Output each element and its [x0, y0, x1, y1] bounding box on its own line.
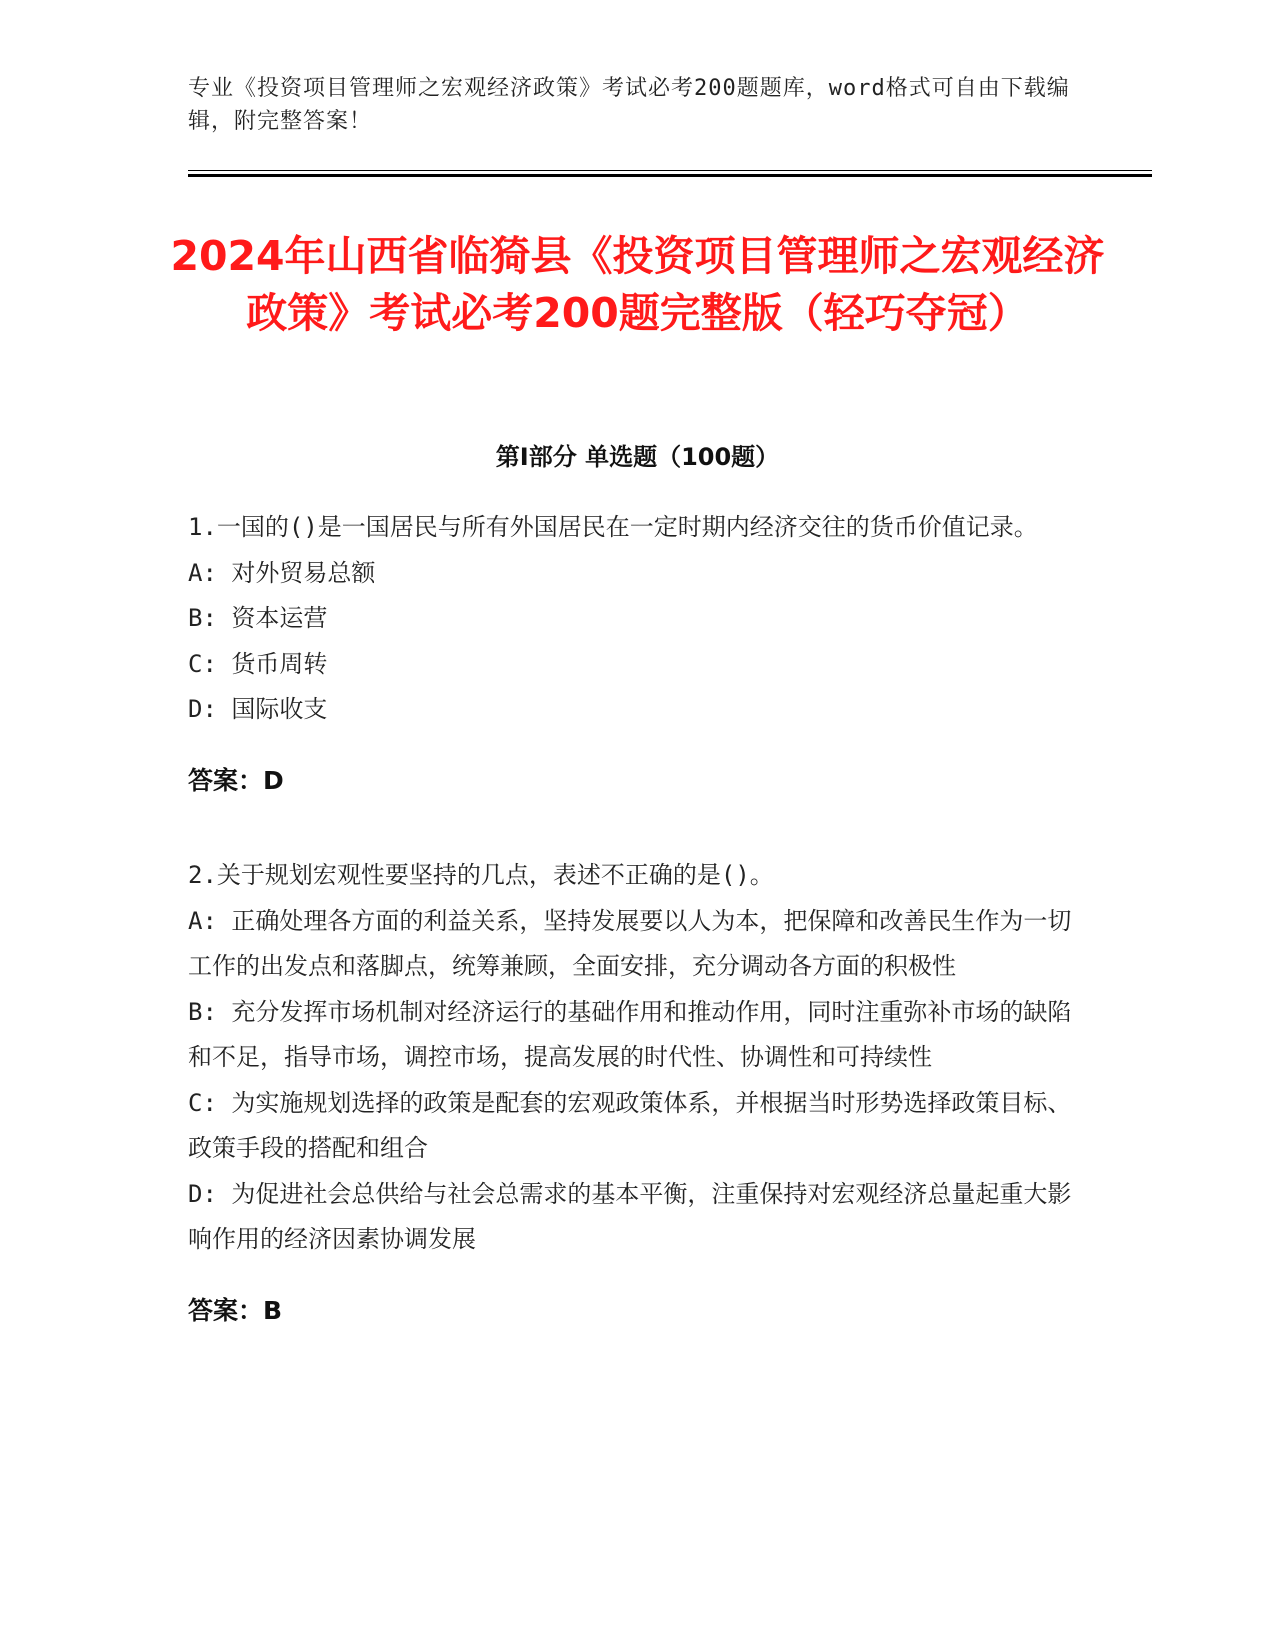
- question-text: 一国的()是一国居民与所有外国居民在一定时期内经济交往的货币价值记录。: [216, 513, 1038, 541]
- document-title: 2024年山西省临猗县《投资项目管理师之宏观经济政策》考试必考200题完整版（轻巧夺冠）: [170, 232, 1105, 337]
- question-stem: [188, 853, 1078, 899]
- option-b: B: 充分发挥市场机制对经济运行的基础作用和推动作用，同时注重弥补市场的缺陷和不足，指导市场，调控市场，提高发展的时代性、协调性和可持续性: [188, 997, 1072, 1071]
- answer-line: 答案：B: [188, 1295, 283, 1325]
- option-b: B: 资本运营: [188, 604, 328, 632]
- answer-line: 答案：D: [188, 765, 284, 795]
- header-rule-thick: [188, 174, 1152, 177]
- option-c: C: 货币周转: [188, 649, 328, 678]
- question-text: 关于规划宏观性要坚持的几点，表述不正确的是()。: [216, 861, 774, 889]
- option-c: C: 为实施规划选择的政策是配套的宏观政策体系，并根据当时形势选择政策目标、政策手段的搭配和组合: [188, 1088, 1072, 1162]
- question-stem: [188, 505, 1078, 551]
- option-a: A: 对外贸易总额: [188, 558, 376, 587]
- question-2: [188, 853, 1078, 1358]
- option-d: D: 为促进社会总供给与社会总需求的基本平衡，注重保持对宏观经济总量起重大影响作用的经济因素协调发展: [188, 1179, 1072, 1253]
- question-1: [188, 505, 1078, 828]
- section-heading: 第I部分 单选题（100题）: [495, 443, 780, 471]
- option-d: D: 国际收支: [188, 695, 328, 723]
- question-number: 2.: [188, 861, 217, 889]
- header-note: 专业《投资项目管理师之宏观经济政策》考试必考200题题库，word格式可自由下载编辑，附完整答案！: [188, 76, 1070, 134]
- header-rule-thin: [188, 170, 1152, 171]
- question-number: 1.: [188, 513, 217, 541]
- option-a: A: 正确处理各方面的利益关系，坚持发展要以人为本，把保障和改善民生作为一切工作的出发点和落脚点，统筹兼顾，全面安排，充分调动各方面的积极性: [188, 906, 1072, 980]
